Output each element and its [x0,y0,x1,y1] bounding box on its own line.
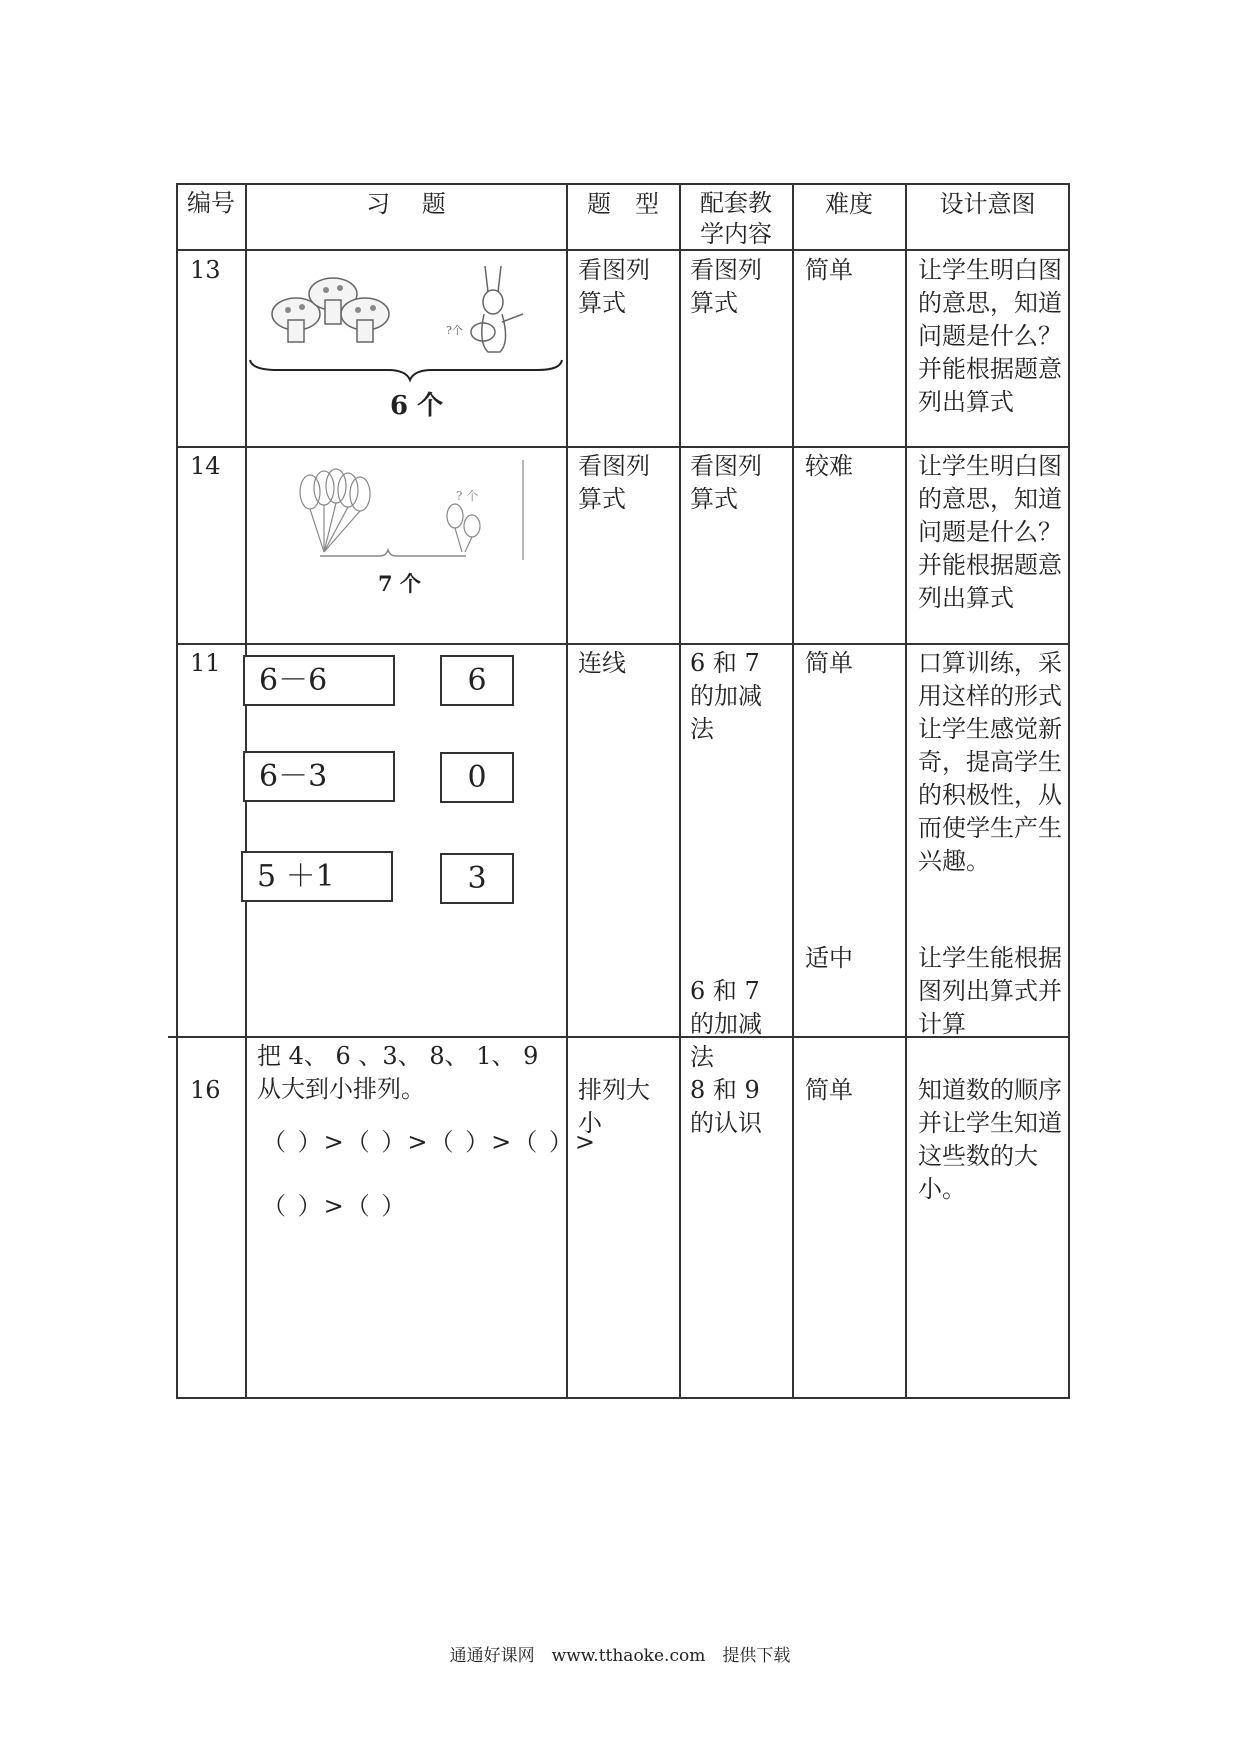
answer-box[interactable]: 0 [440,752,514,803]
exercise-type: 看图列算式 [578,452,650,513]
expression-box[interactable]: 5 ＋1 [241,851,393,902]
expression-box[interactable]: 6－3 [243,751,395,802]
teaching-content: 看图列算式 [690,452,762,513]
difficulty: 简单 [805,649,853,677]
teaching-content: 6 和 7 的加减法 [690,649,762,743]
design-intent: 口算训练，采用这样的形式让学生感觉新奇，提高学生的积极性，从而使学生产生兴趣。 [918,649,1062,875]
header-number: 编号 [187,189,235,217]
row-number: 13 [190,256,221,284]
header-difficulty: 难度 [825,190,873,218]
header-type: 题 型 [587,190,659,218]
brace-total-label: 6 个 [390,391,444,421]
teaching-content: 8 和 9 的认识 [690,1076,762,1137]
svg-text:?个: ?个 [446,324,463,337]
footer-credit: 通通好课网 www.tthaoke.com 提供下载 [449,1646,791,1666]
balloons-picture [290,460,530,570]
design-intent: 知道数的顺序并让学生知道这些数的大小。 [918,1076,1062,1203]
svg-text:? 个: ? 个 [456,489,479,503]
exercise-type: 看图列算式 [578,256,650,317]
design-intent: 让学生明白图的意思，知道问题是什么？并能根据题意列出算式 [918,256,1062,416]
design-intent: 让学生明白图的意思，知道问题是什么？并能根据题意列出算式 [918,452,1062,612]
header-exercise: 习 题 [366,190,446,218]
exercise-instruction: 把 4、 6 、3、 8、 1、 9 [257,1042,539,1070]
exercise-type: 连线 [578,649,626,677]
difficulty: 简单 [805,256,853,284]
exercise-type: 排列大小 [578,1076,650,1137]
difficulty: 简单 [805,1076,853,1104]
ordering-blanks[interactable]: （ ）>（ ）>（ ）>（ ）> [262,1128,597,1156]
expression-box[interactable]: 6－6 [243,655,395,706]
teaching-content: 看图列算式 [690,256,762,317]
difficulty: 较难 [805,452,853,480]
ordering-blanks[interactable]: （ ）>（ ） [262,1192,408,1220]
brace-total-label: 7 个 [378,571,421,596]
exercise-instruction: 从大到小排列。 [257,1075,425,1103]
answer-box[interactable]: 6 [440,655,514,706]
header-content: 配套教学内容 [700,189,772,248]
answer-box[interactable]: 3 [440,853,514,904]
design-intent: 让学生能根据图列出算式并计算 [918,944,1062,1038]
row-number: 14 [190,452,221,480]
row-number: 11 [190,649,221,677]
teaching-content: 6 和 7 的加减法 [690,977,762,1071]
difficulty: 适中 [805,944,853,972]
header-intent: 设计意图 [939,190,1036,218]
row-number: 16 [190,1076,221,1104]
